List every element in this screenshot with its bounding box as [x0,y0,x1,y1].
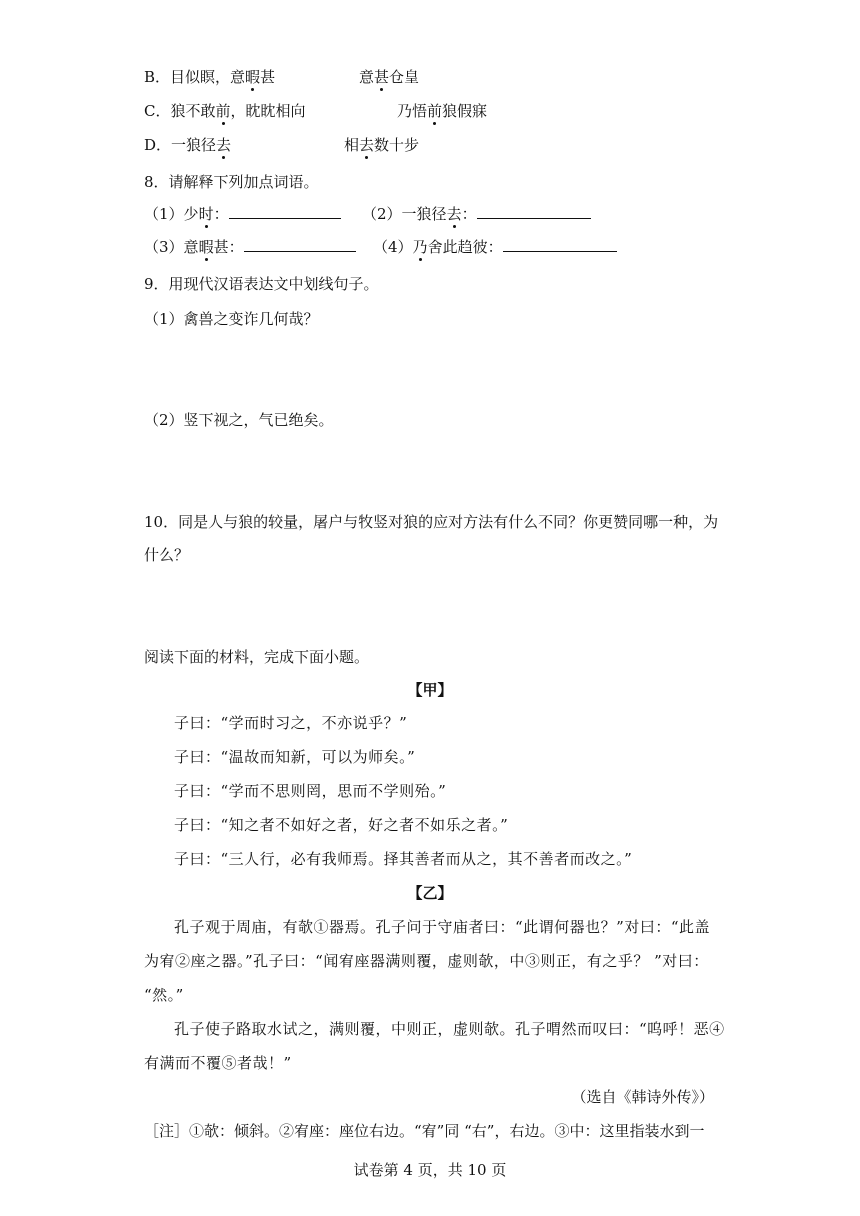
reading-intro: 阅读下面的材料，完成下面小题。 [144,648,370,666]
dotted-char: 前 [215,102,231,120]
dotted-char: 暇 [245,68,261,86]
page-footer: 试卷第 4 页，共 10 页 [353,1161,507,1179]
dotted-char: 时 [198,205,214,223]
answer-blank[interactable] [229,204,341,219]
yi-title: 【乙】 [407,884,453,902]
q8-stem: 8．请解释下列加点词语。 [144,173,319,191]
jia-title: 【甲】 [407,681,453,699]
q9-stem: 9．用现代汉语表达文中划线句子。 [144,275,379,293]
q8-item-2: （2）一狼径去： [362,204,591,224]
jia-line: 子曰：“温故而知新，可以为师矣。” [174,748,416,766]
annotation-note: ［注］①欹：倾斜。②宥座：座位右边。“宥”同 “右”，右边。③中：这里指装水到一 [144,1122,705,1140]
option-c: C．狼不敢前，眈眈相向 [144,102,306,120]
q9-sentence-2: （2）竖下视之，气已绝矣。 [144,411,334,429]
dotted-char: 前 [427,102,443,120]
jia-line: 子曰：“学而时习之，不亦说乎？” [174,714,408,732]
jia-line: 子曰：“知之者不如好之者，好之者不如乐之者。” [174,816,509,834]
answer-blank[interactable] [244,237,356,252]
dotted-char: 去 [446,205,462,223]
q8-item-3: （3）意暇甚： [144,237,356,257]
yi-line: 孔子使子路取水试之，满则覆，中则正，虚则欹。孔子喟然而叹曰：“呜呼！恶④ [174,1020,725,1038]
answer-blank[interactable] [503,237,617,252]
yi-line: 为宥②座之器。”孔子曰：“闻宥座器满则覆，虚则欹，中③则正，有之乎？ ”对曰： [144,952,709,970]
dotted-char: 去 [216,136,232,154]
source-citation: （选自《韩诗外传》） [571,1088,714,1106]
jia-line: 子曰：“三人行，必有我师焉。择其善者而从之，其不善者而改之。” [174,850,633,868]
dotted-char: 乃 [412,238,428,256]
dotted-char: 暇 [198,238,214,256]
yi-line: 有满而不覆⑤者哉！” [144,1054,292,1072]
option-d: D．一狼径去 [144,136,232,154]
jia-line: 子曰：“学而不思则罔，思而不学则殆。” [174,782,447,800]
q9-sentence-1: （1）禽兽之变诈几何哉？ [144,310,319,328]
dotted-char: 去 [359,136,375,154]
q10-stem-line2: 什么？ [144,546,190,564]
option-b: B．目似瞑，意暇甚 [144,68,276,86]
option-c-right: 乃悟前狼假寐 [397,102,488,120]
option-d-right: 相去数十步 [344,136,420,154]
dotted-char: 甚 [374,68,390,86]
option-b-right: 意甚仓皇 [359,68,420,86]
q8-item-1: （1）少时： [144,204,341,224]
q10-stem-line1: 10．同是人与狼的较量，屠户与牧竖对狼的应对方法有什么不同？你更赞同哪一种，为 [144,513,719,531]
answer-blank[interactable] [477,204,591,219]
yi-line: 孔子观于周庙，有欹①器焉。孔子问于守庙者曰：“此谓何器也？”对曰：“此盖 [174,918,711,936]
q8-item-4: （4）乃舍此趋彼： [373,237,617,257]
yi-line: “然。” [144,986,184,1004]
